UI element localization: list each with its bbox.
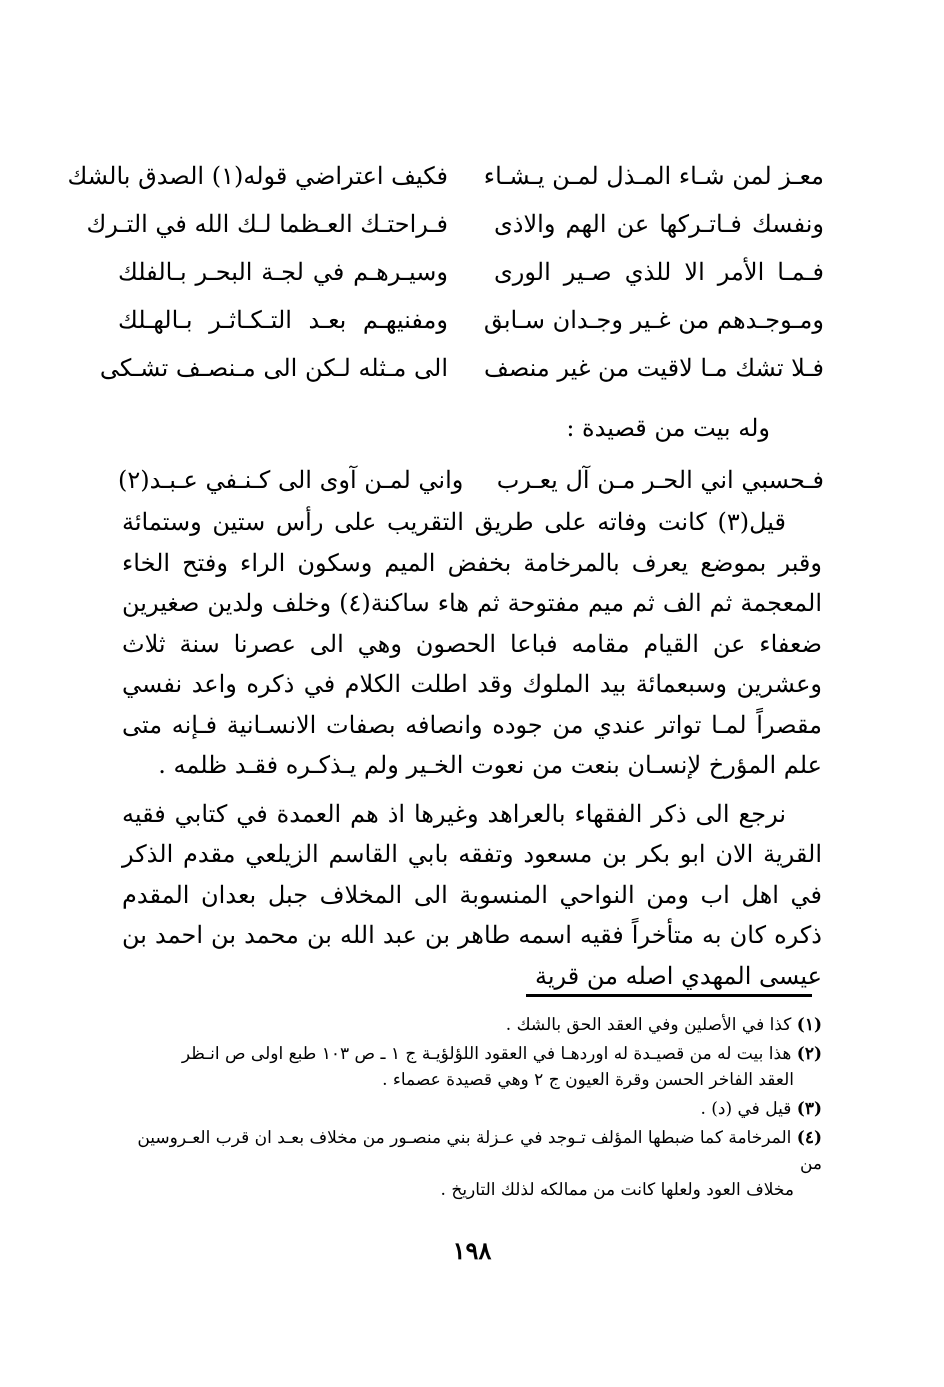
verse-second-hemistich: ومفنيهـم بعـد التـكـاثـر بـالهـلك: [118, 306, 448, 334]
footnote-continuation: مخلاف العود ولعلها كانت من ممالكه لذلك التاريخ .: [440, 1180, 794, 1200]
verse-first-hemistich: معـز لمن شـاء المـذل لمـن يـشـاء: [483, 162, 824, 190]
verse-first-hemistich: ومـوجـدهم من غـير وجـدان سـابق: [483, 306, 824, 334]
single-verse: [118, 460, 824, 500]
verse-second-hemistich: واني لمـن آوى الى كـنـفي عـبـد(٢): [118, 466, 464, 494]
page-number: ١٩٨: [452, 1236, 492, 1265]
verse-intro: وله بيت من قصيدة :: [566, 414, 770, 442]
footnote-number: (٢): [796, 1044, 822, 1064]
footnote: [122, 1041, 822, 1093]
footnote-continuation: العقد الفاخر الحسن وقرة العيون ج ٢ وهي قصيدة عصماء .: [382, 1070, 794, 1090]
footnote-text: هذا بيت له من قصيـدة له اوردهـا في العقود اللؤلؤيـة ج ١ ـ ص ١٠٣ طبع اولى ص انـظر: [181, 1044, 792, 1064]
verse-first-hemistich: فـحسبي اني الحـر مـن آل يعـرب: [496, 466, 824, 494]
verse-second-hemistich: فكيف اعتراضي قوله(١) الصدق بالشك: [67, 162, 448, 190]
paragraph: نرجع الى ذكر الفقهاء بالعراهد وغيرها اذ هم العمدة في كتابي فقيه القرية الان ابو بكر بن مسعود وتفقه بابي القاسم الزيلعي مقدم الذكر في اهل اب ومن النواحي المنسوبة الى المخلاف جبل بعدان المقدم ذكره كان به متأخراً فقيه اسمه طاهر بن عبد الله بن محمد بن احمد بن عيسى المهدي اصله من قرية: [122, 799, 822, 990]
verse-first-hemistich: فـلا تشك مـا لاقيت من غير منصف: [484, 354, 824, 382]
footnote-text: كذا في الأصلين وفي العقد الحق بالشك .: [505, 1015, 792, 1035]
verse-second-hemistich: وسيـرهـم في لجـة البحـر بـالفلك: [118, 258, 448, 286]
body-text: [122, 502, 822, 996]
verse-row: [118, 296, 824, 344]
verse-row: [67, 152, 824, 200]
verse-row: [86, 200, 824, 248]
verse-row: [118, 248, 824, 296]
footnote-number: (١): [796, 1015, 822, 1035]
footnote-text: قيل في (د) .: [700, 1099, 792, 1119]
footnote: [122, 1012, 822, 1038]
footnote-text: المرخامة كما ضبطها المؤلف تـوجد في عـزلة بني منصـور من مخلاف بعـد ان قرب العـروسين من: [137, 1128, 822, 1174]
verse-second-hemistich: فـراحتـك العـظما لـك الله في التـرك: [86, 210, 448, 238]
footnote-number: (٤): [796, 1128, 822, 1148]
verse-first-hemistich: فـمـا الأمر الا للذي صـير الورى: [494, 258, 824, 286]
paragraph: قيل(٣) كانت وفاته على طريق التقريب على رأس ستين وستمائة وقبر بموضع يعرف بالمرخامة بخفض الميم وسكون الراء وفتح الخاء المعجمة ثم الف ثم ميم مفتوحة ثم هاء ساكنة(٤) وخلف ولدين صغيرين ضعفاء عن القيام مقامه فباعا الحصون وهي الى عصرنا سنة ثلاث وعشرين وسبعمائة بيد الملوك وقد اطلت الكلام في ذكره واعد نفسي مقصراً لمـا تواتر عندي من جوده وانصافه بصفات الانسـانية فـإنه متى علم المؤرخ لإنسـان بنعت من نعوت الخـير ولم يـذكـره فقـد ظلمه .: [122, 508, 823, 779]
footnotes: [122, 1012, 822, 1206]
footnote: [122, 1125, 822, 1203]
verse-second-hemistich: الى مـثله لـكن الى مـنصـف تشـكى: [99, 354, 448, 382]
poem-verses: [67, 152, 824, 392]
verse-row: [99, 344, 824, 392]
footnote-divider: [526, 994, 812, 997]
footnote-number: (٣): [796, 1099, 822, 1119]
verse-first-hemistich: ونفسك فـاتـركها عن الهم والاذى: [494, 210, 824, 238]
footnote: [122, 1096, 822, 1122]
